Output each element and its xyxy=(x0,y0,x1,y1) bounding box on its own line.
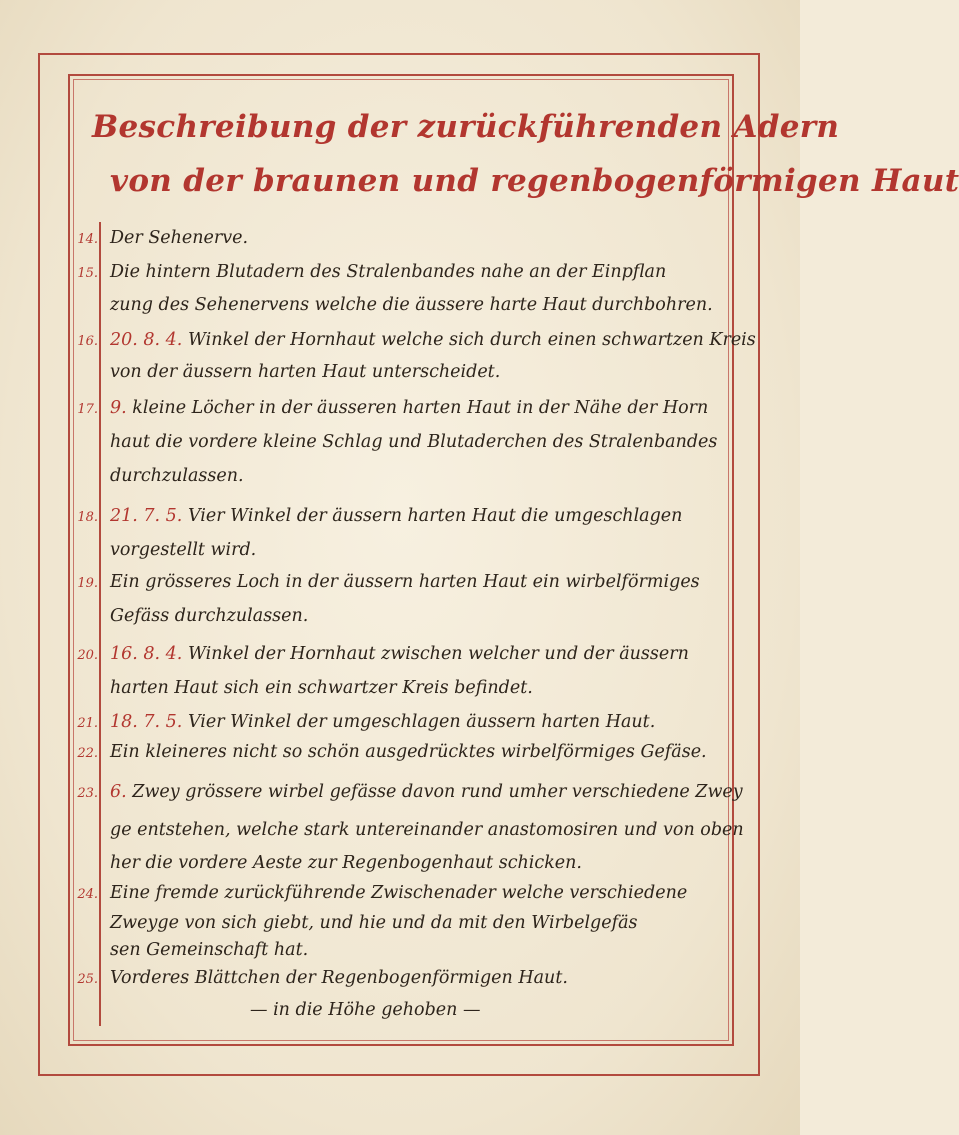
entry-text: zung des Sehenervens welche die äussere harte Haut durchbohren. xyxy=(110,295,713,315)
entry-text: Zwey grössere wirbel gefässe davon rund umher verschiedene Zwey xyxy=(132,782,743,802)
entry-text: Vier Winkel der äussern harten Haut die umgeschlagen xyxy=(187,506,683,526)
entry-text: vorgestellt wird. xyxy=(110,540,257,560)
entry-number: 23. xyxy=(77,786,98,801)
entry-number: 17. xyxy=(77,402,98,417)
entry-line xyxy=(110,940,728,960)
entry-line xyxy=(110,820,744,840)
entry-line xyxy=(110,853,728,873)
entry-line xyxy=(110,678,728,698)
figure-reference: 6. xyxy=(110,782,127,802)
entry-text: ge entstehen, welche stark untereinander anastomosiren und von oben xyxy=(110,820,744,840)
entry-number: 19. xyxy=(77,576,98,591)
entry-text: Vorderes Blättchen der Regenbogenförmigen Haut. xyxy=(110,968,568,988)
entry-line xyxy=(110,968,728,988)
entry-line xyxy=(110,295,728,315)
entry-text: her die vordere Aeste zur Regenbogenhaut schicken. xyxy=(110,853,582,873)
figure-reference: 18. 7. 5. xyxy=(110,712,183,732)
entry-number: 21. xyxy=(77,716,98,731)
entry-text: kleine Löcher in der äusseren harten Haut in der Nähe der Horn xyxy=(132,398,709,418)
entry-number: 14. xyxy=(77,232,98,247)
entry-line xyxy=(110,572,728,592)
entry-text: von der äussern harten Haut unterscheidet. xyxy=(110,362,501,382)
entry-line xyxy=(110,262,728,282)
entry-line xyxy=(110,742,728,762)
entry-number: 22. xyxy=(77,746,98,761)
entry-text: Vier Winkel der umgeschlagen äussern harten Haut. xyxy=(187,712,656,732)
entry-text: Ein grösseres Loch in der äussern harten Haut ein wirbelförmiges xyxy=(110,572,700,592)
entry-line xyxy=(110,506,728,526)
entry-line xyxy=(110,883,728,903)
entry-line xyxy=(110,398,728,418)
entry-text: sen Gemeinschaft hat. xyxy=(110,940,309,960)
figure-reference: 20. 8. 4. xyxy=(110,330,183,350)
entry-number: 20. xyxy=(77,648,98,663)
margin-rule xyxy=(99,222,101,1026)
entry-text: Winkel der Hornhaut welche sich durch einen schwartzen Kreis xyxy=(187,330,756,350)
entry-line xyxy=(110,644,728,664)
entry-text: Die hintern Blutadern des Stralenbandes nahe an der Einpflan xyxy=(110,262,667,282)
entry-text: Zweyge von sich giebt, und hie und da mit den Wirbelgefäs xyxy=(110,913,638,933)
document-title xyxy=(92,100,959,208)
entry-text: durchzulassen. xyxy=(110,466,244,486)
entry-number: 16. xyxy=(77,334,98,349)
entry-text: Winkel der Hornhaut zwischen welcher und der äussern xyxy=(187,644,689,664)
entry-line xyxy=(110,606,728,626)
entry-number: 15. xyxy=(77,266,98,281)
entry-text: harten Haut sich ein schwartzer Kreis befindet. xyxy=(110,678,533,698)
entry-text: Eine fremde zurückführende Zwischenader welche verschiedene xyxy=(110,883,688,903)
entry-line xyxy=(110,540,728,560)
entry-text: haut die vordere kleine Schlag und Blutaderchen des Stralenbandes xyxy=(110,432,718,452)
entry-line xyxy=(110,228,728,248)
title-line-1: Beschreibung der zurückführenden Adern xyxy=(92,109,840,145)
entry-number: 24. xyxy=(77,887,98,902)
entry-text: Der Sehenerve. xyxy=(110,228,249,248)
entry-line xyxy=(110,782,743,802)
figure-reference: 21. 7. 5. xyxy=(110,506,183,526)
entry-text: Gefäss durchzulassen. xyxy=(110,606,309,626)
figure-reference: 16. 8. 4. xyxy=(110,644,183,664)
title-line-2: von der braunen und regenbogenförmigen Haut xyxy=(110,163,959,199)
entry-line xyxy=(110,432,728,452)
entry-line xyxy=(110,330,756,350)
entry-number: 18. xyxy=(77,510,98,525)
entry-line xyxy=(110,712,728,732)
entry-line xyxy=(110,362,728,382)
entry-line xyxy=(110,913,728,933)
figure-reference: 9. xyxy=(110,398,127,418)
entry-number: 25. xyxy=(77,972,98,987)
closing-note: — in die Höhe gehoben — xyxy=(250,1000,481,1020)
entry-text: Ein kleineres nicht so schön ausgedrücktes wirbelförmiges Gefäse. xyxy=(110,742,707,762)
entry-line xyxy=(110,466,728,486)
